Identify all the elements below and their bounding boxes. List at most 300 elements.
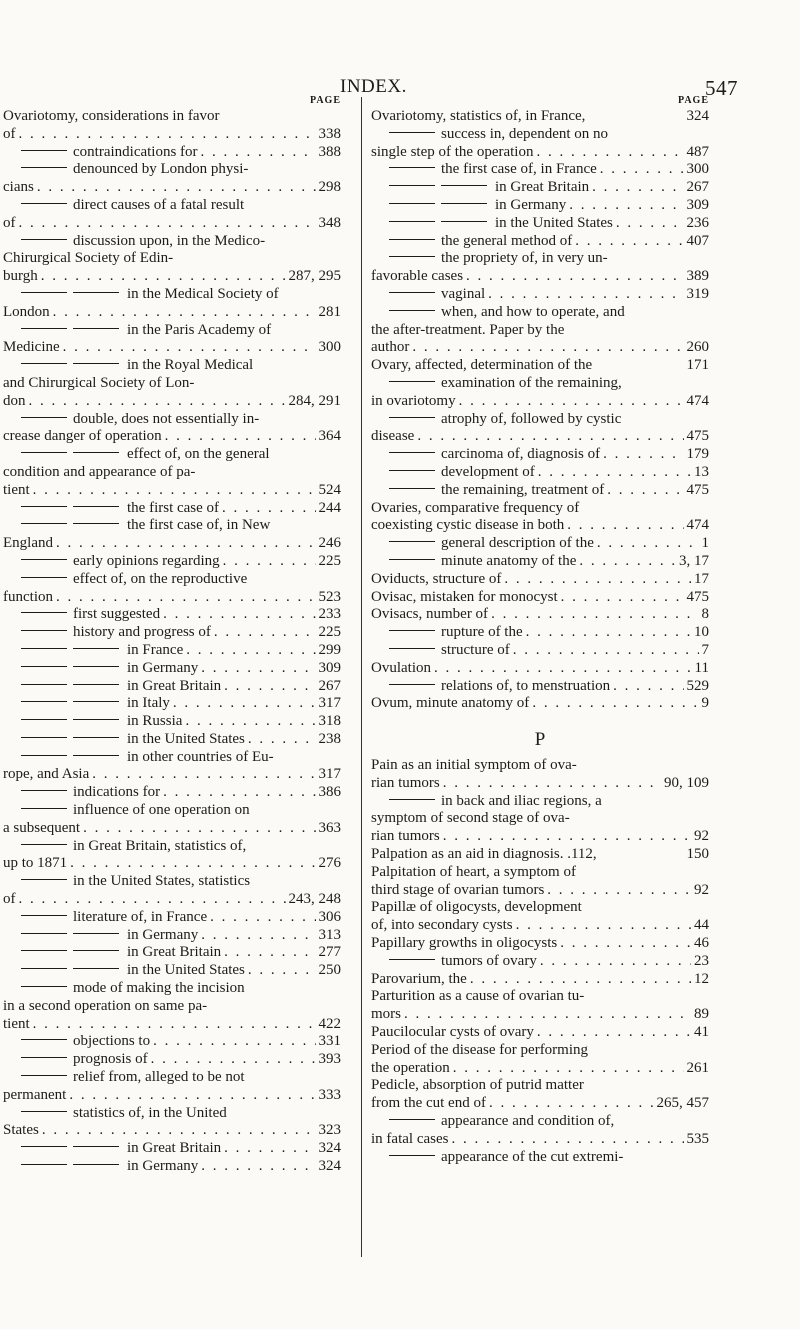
entry-text: condition and appearance of pa- bbox=[3, 463, 196, 480]
entry-text: Papillæ of oligocysts, development bbox=[371, 899, 582, 916]
index-entry-line bbox=[371, 606, 709, 624]
index-entry-line bbox=[371, 108, 709, 126]
ditto-rule bbox=[389, 132, 435, 133]
index-entry-line bbox=[371, 144, 709, 162]
entry-text: in the Medical Society of bbox=[127, 285, 279, 302]
entry-page-number: 319 bbox=[686, 285, 709, 302]
index-entry-line bbox=[3, 571, 341, 589]
ditto-rule bbox=[73, 1146, 119, 1147]
entry-page-number: 89 bbox=[694, 1006, 709, 1023]
entry-page-number: 10 bbox=[694, 624, 709, 641]
entry-text: in a second operation on same pa- bbox=[3, 997, 208, 1014]
entry-page-number: 92 bbox=[694, 881, 709, 898]
running-head-title: INDEX. bbox=[340, 76, 407, 97]
index-entry-line bbox=[371, 446, 709, 464]
dot-leader bbox=[616, 215, 684, 233]
entry-page-number: 407 bbox=[686, 232, 709, 249]
index-entry-line bbox=[3, 268, 341, 286]
index-entry-line bbox=[371, 393, 709, 411]
ditto-rule bbox=[389, 417, 435, 418]
ditto-rule bbox=[389, 185, 435, 186]
ditto-rule bbox=[73, 737, 119, 738]
entry-page-number: 267 bbox=[318, 677, 341, 694]
dot-leader bbox=[466, 268, 683, 286]
entry-text: atrophy of, followed by cystic bbox=[441, 410, 622, 427]
index-entry-line bbox=[3, 606, 341, 624]
dot-leader bbox=[83, 820, 315, 838]
entry-text: Period of the disease for performing bbox=[371, 1041, 589, 1058]
index-entry-line bbox=[371, 793, 709, 811]
dot-leader bbox=[41, 268, 286, 286]
index-entry-line bbox=[371, 1113, 709, 1131]
entry-text: early opinions regarding bbox=[73, 552, 220, 569]
entry-page-number: 233 bbox=[318, 606, 341, 623]
index-entry-line bbox=[371, 304, 709, 322]
entry-page-number: 8 bbox=[701, 606, 709, 623]
ditto-rule bbox=[73, 452, 119, 453]
entry-text: rope, and Asia bbox=[3, 766, 90, 783]
dot-leader bbox=[19, 215, 316, 233]
entry-text: literature of, in France bbox=[73, 908, 208, 925]
ditto-rule bbox=[21, 915, 67, 916]
entry-text: statistics of, in the United bbox=[73, 1104, 227, 1121]
index-entry-line bbox=[371, 517, 709, 535]
dot-leader bbox=[592, 179, 683, 197]
entry-text: in Germany bbox=[127, 659, 199, 676]
entry-page-number: 317 bbox=[318, 766, 341, 783]
index-entry-line bbox=[3, 144, 341, 162]
entry-text: rian tumors bbox=[371, 774, 440, 791]
index-entry-line bbox=[371, 1060, 709, 1078]
index-entry-line bbox=[3, 927, 341, 945]
dot-leader bbox=[547, 882, 691, 900]
index-entry-line bbox=[371, 988, 709, 1006]
dot-leader bbox=[201, 660, 315, 678]
index-entry-line bbox=[371, 642, 709, 660]
dot-leader bbox=[491, 606, 698, 624]
index-entry-line bbox=[3, 1122, 341, 1140]
entry-text: of, into secondary cysts bbox=[371, 917, 513, 934]
entry-page-number: 23 bbox=[694, 952, 709, 969]
entry-page-number: 348 bbox=[318, 214, 341, 231]
entry-text: the after-treatment. Paper by the bbox=[371, 321, 565, 338]
entry-text: Medicine bbox=[3, 339, 60, 356]
entry-text: in the Paris Academy of bbox=[127, 321, 272, 338]
ditto-rule bbox=[389, 203, 435, 204]
ditto-rule bbox=[389, 959, 435, 960]
ditto-rule bbox=[389, 256, 435, 257]
ditto-rule bbox=[21, 950, 67, 951]
entry-text: Ovisacs, number of bbox=[371, 606, 489, 623]
entry-text: carcinoma of, diagnosis of bbox=[441, 446, 601, 463]
entry-page-number: 318 bbox=[318, 713, 341, 730]
entry-page-number: 13 bbox=[694, 463, 709, 480]
index-entry-line bbox=[371, 775, 709, 793]
entry-text: cians bbox=[3, 179, 34, 196]
entry-text: in Great Britain bbox=[495, 179, 590, 196]
entry-text: first suggested bbox=[73, 606, 161, 623]
entry-text: in the United States bbox=[127, 730, 245, 747]
ditto-rule bbox=[21, 630, 67, 631]
index-entry-line bbox=[371, 322, 709, 340]
dot-leader bbox=[56, 535, 316, 553]
dot-leader bbox=[453, 1060, 684, 1078]
entry-text: contraindications for bbox=[73, 143, 198, 160]
index-entry-line bbox=[3, 1105, 341, 1123]
ditto-rule bbox=[389, 292, 435, 293]
entry-page-number: 250 bbox=[318, 962, 341, 979]
dot-leader bbox=[560, 935, 691, 953]
index-entry-line bbox=[371, 250, 709, 268]
index-entry-line bbox=[371, 971, 709, 989]
index-entry-line bbox=[3, 589, 341, 607]
dot-leader bbox=[223, 553, 316, 571]
entry-page-number: 225 bbox=[318, 624, 341, 641]
dot-leader bbox=[163, 784, 315, 802]
entry-text: Oviducts, structure of bbox=[371, 570, 502, 587]
entry-page-number: 313 bbox=[318, 926, 341, 943]
index-entry-line bbox=[371, 624, 709, 642]
dot-leader bbox=[19, 126, 316, 144]
entry-text: the first case of, in France bbox=[441, 161, 597, 178]
entry-page-number: 12 bbox=[694, 970, 709, 987]
ditto-rule bbox=[21, 684, 67, 685]
index-entry-line bbox=[3, 766, 341, 784]
entry-text: the first case of bbox=[127, 499, 220, 516]
ditto-rule bbox=[21, 612, 67, 613]
entry-page-number: 317 bbox=[318, 695, 341, 712]
index-entry-line bbox=[371, 846, 709, 864]
index-entry-line bbox=[3, 1069, 341, 1087]
entry-text: objections to bbox=[73, 1033, 151, 1050]
entry-text: appearance of the cut extremi- bbox=[441, 1148, 624, 1165]
ditto-rule bbox=[21, 523, 67, 524]
index-entry-line bbox=[371, 161, 709, 179]
entry-text: in the Royal Medical bbox=[127, 357, 254, 374]
ditto-rule bbox=[21, 1075, 67, 1076]
ditto-rule bbox=[21, 1146, 67, 1147]
index-entry-line bbox=[371, 935, 709, 953]
ditto-rule bbox=[389, 1155, 435, 1156]
ditto-rule bbox=[21, 1039, 67, 1040]
entry-page-number: 363 bbox=[318, 819, 341, 836]
entry-page-number: 171 bbox=[686, 357, 709, 374]
ditto-rule bbox=[21, 737, 67, 738]
index-entry-line bbox=[3, 678, 341, 696]
entry-text: the remaining, treatment of bbox=[441, 481, 605, 498]
entry-text: relations of, to menstruation bbox=[441, 677, 611, 694]
ditto-rule bbox=[21, 239, 67, 240]
entry-page-number: 179 bbox=[686, 446, 709, 463]
ditto-rule bbox=[73, 933, 119, 934]
entry-text: relief from, alleged to be not bbox=[73, 1069, 245, 1086]
ditto-rule bbox=[389, 239, 435, 240]
entry-page-number: 244 bbox=[318, 499, 341, 516]
index-entry-line bbox=[371, 553, 709, 571]
right-column-page-header: PAGE bbox=[677, 95, 709, 106]
dot-leader bbox=[567, 517, 683, 535]
ditto-rule bbox=[73, 968, 119, 969]
dot-leader bbox=[248, 731, 316, 749]
index-entry-line bbox=[371, 411, 709, 429]
ditto-rule bbox=[73, 292, 119, 293]
index-entry-line bbox=[3, 1087, 341, 1105]
entry-page-number: 298 bbox=[318, 179, 341, 196]
index-entry-line bbox=[3, 624, 341, 642]
dot-leader bbox=[516, 917, 691, 935]
ditto-rule bbox=[389, 381, 435, 382]
dot-leader bbox=[201, 1158, 315, 1176]
dot-leader bbox=[56, 589, 316, 607]
index-entry-line bbox=[3, 233, 341, 251]
entry-text: in the United States, statistics bbox=[73, 873, 251, 890]
entry-text: Papillary growths in oligocysts bbox=[371, 935, 558, 952]
index-entry-line bbox=[3, 375, 341, 393]
entry-page-number: 46 bbox=[694, 935, 709, 952]
index-entry-line bbox=[371, 899, 709, 917]
entry-text: rian tumors bbox=[371, 828, 440, 845]
dot-leader bbox=[603, 446, 683, 464]
index-entry-line bbox=[371, 126, 709, 144]
column-divider bbox=[361, 97, 362, 1257]
entry-text: in the United States bbox=[127, 962, 245, 979]
dot-leader bbox=[214, 624, 316, 642]
dot-leader bbox=[538, 464, 691, 482]
index-entry-line bbox=[3, 1051, 341, 1069]
entry-page-number: 529 bbox=[686, 677, 709, 694]
ditto-rule bbox=[389, 470, 435, 471]
entry-text: in Great Britain, statistics of, bbox=[73, 837, 247, 854]
section-letter-heading: P bbox=[534, 729, 546, 751]
index-entry-line bbox=[3, 1016, 341, 1034]
index-entry-line bbox=[3, 660, 341, 678]
index-entry-line bbox=[371, 215, 709, 233]
entry-text: indications for bbox=[73, 784, 161, 801]
entry-page-number: 41 bbox=[694, 1024, 709, 1041]
dot-leader bbox=[470, 971, 691, 989]
entry-text: in Great Britain bbox=[127, 677, 222, 694]
dot-leader bbox=[151, 1051, 316, 1069]
dot-leader bbox=[504, 571, 691, 589]
index-entry-line bbox=[3, 713, 341, 731]
entry-page-number: 90, 109 bbox=[664, 774, 709, 791]
ditto-rule bbox=[73, 523, 119, 524]
dot-leader bbox=[33, 1016, 316, 1034]
index-entry-line bbox=[371, 286, 709, 304]
dot-leader bbox=[210, 909, 315, 927]
dot-leader bbox=[185, 713, 315, 731]
dot-leader bbox=[561, 589, 684, 607]
index-entry-line bbox=[3, 695, 341, 713]
index-entry-line bbox=[371, 357, 709, 375]
ditto-rule bbox=[389, 559, 435, 560]
ditto-rule bbox=[21, 719, 67, 720]
index-entry-line bbox=[3, 1140, 341, 1158]
dot-leader bbox=[224, 1140, 315, 1158]
entry-page-number: 277 bbox=[318, 944, 341, 961]
entry-text: London bbox=[3, 303, 50, 320]
index-entry-line bbox=[3, 980, 341, 998]
entry-text: direct causes of a fatal result bbox=[73, 196, 245, 213]
index-entry-line bbox=[371, 233, 709, 251]
entry-text: burgh bbox=[3, 268, 38, 285]
ditto-rule bbox=[21, 203, 67, 204]
index-entry-line bbox=[3, 428, 341, 446]
right-entry-list-p bbox=[371, 757, 709, 1166]
entry-page-number: 150 bbox=[686, 846, 709, 863]
dot-leader bbox=[613, 678, 683, 696]
entry-text: in fatal cases bbox=[371, 1130, 449, 1147]
dot-leader bbox=[63, 339, 316, 357]
entry-text: Ovaries, comparative frequency of bbox=[371, 499, 580, 516]
right-entry-list bbox=[371, 108, 709, 713]
entry-text: symptom of second stage of ova- bbox=[371, 810, 570, 827]
index-entry-line bbox=[3, 446, 341, 464]
dot-leader bbox=[37, 179, 316, 197]
entry-text: the operation bbox=[371, 1059, 450, 1076]
ditto-rule bbox=[73, 328, 119, 329]
entry-text: from the cut end of bbox=[371, 1095, 486, 1112]
ditto-rule bbox=[21, 666, 67, 667]
ditto-rule bbox=[441, 221, 487, 222]
running-head bbox=[0, 40, 800, 100]
entry-text: Pedicle, absorption of putrid matter bbox=[371, 1077, 584, 1094]
ditto-rule bbox=[73, 684, 119, 685]
entry-text: in Germany bbox=[495, 196, 567, 213]
dot-leader bbox=[451, 1131, 683, 1149]
dot-leader bbox=[488, 286, 683, 304]
entry-text: coexisting cystic disease in both bbox=[371, 517, 565, 534]
ditto-rule bbox=[73, 666, 119, 667]
entry-text: rupture of the bbox=[441, 624, 523, 641]
index-entry-line bbox=[371, 1077, 709, 1095]
entry-page-number: 333 bbox=[318, 1086, 341, 1103]
entry-text: history and progress of bbox=[73, 624, 211, 641]
entry-page-number: 389 bbox=[686, 268, 709, 285]
dot-leader bbox=[224, 944, 315, 962]
ditto-rule bbox=[21, 790, 67, 791]
ditto-rule bbox=[21, 755, 67, 756]
entry-page-number: 324 bbox=[318, 1140, 341, 1157]
entry-page-number: 261 bbox=[686, 1059, 709, 1076]
entry-text: effect of, on the reproductive bbox=[73, 570, 248, 587]
ditto-rule bbox=[21, 968, 67, 969]
ditto-rule bbox=[389, 630, 435, 631]
index-entry-line bbox=[3, 642, 341, 660]
index-entry-line bbox=[371, 500, 709, 518]
index-entry-line bbox=[3, 304, 341, 322]
index-entry-line bbox=[3, 838, 341, 856]
entry-text: single step of the operation bbox=[371, 143, 534, 160]
index-entry-line bbox=[3, 393, 341, 411]
ditto-rule bbox=[389, 799, 435, 800]
ditto-rule bbox=[21, 701, 67, 702]
dot-leader bbox=[70, 855, 315, 873]
dot-leader bbox=[532, 695, 698, 713]
entry-text: general description of the bbox=[441, 535, 594, 552]
dot-leader bbox=[443, 775, 661, 793]
entry-page-number: 474 bbox=[686, 392, 709, 409]
index-entry-line bbox=[371, 1131, 709, 1149]
entry-text: in France bbox=[127, 641, 184, 658]
entry-text: in back and iliac regions, a bbox=[441, 792, 602, 809]
index-entry-line bbox=[371, 678, 709, 696]
index-entry-line bbox=[371, 1149, 709, 1167]
dot-leader bbox=[201, 144, 316, 162]
ditto-rule bbox=[21, 1057, 67, 1058]
index-entry-line bbox=[3, 464, 341, 482]
ditto-rule bbox=[21, 559, 67, 560]
entry-text: Ovisac, mistaken for monocyst bbox=[371, 588, 558, 605]
index-entry-line bbox=[371, 268, 709, 286]
entry-text: Chirurgical Society of Edin- bbox=[3, 250, 174, 267]
dot-leader bbox=[536, 144, 683, 162]
entry-page-number: 300 bbox=[318, 339, 341, 356]
entry-text: in other countries of Eu- bbox=[127, 748, 274, 765]
dot-leader bbox=[153, 1033, 315, 1051]
index-entry-line bbox=[371, 953, 709, 971]
index-entry-line bbox=[371, 428, 709, 446]
entry-text: favorable cases bbox=[371, 268, 464, 285]
dot-leader bbox=[19, 891, 286, 909]
entry-text: in Great Britain bbox=[127, 944, 222, 961]
entry-page-number: 3, 17 bbox=[679, 552, 709, 569]
ditto-rule bbox=[21, 150, 67, 151]
entry-text: tient bbox=[3, 1015, 30, 1032]
index-entry-line bbox=[3, 161, 341, 179]
index-entry-line bbox=[3, 802, 341, 820]
entry-page-number: 17 bbox=[694, 570, 709, 587]
left-column-page-header: PAGE bbox=[309, 95, 341, 106]
entry-page-number: 324 bbox=[686, 108, 709, 124]
index-entry-line bbox=[3, 339, 341, 357]
dot-leader bbox=[69, 1087, 315, 1105]
index-entry-line bbox=[371, 535, 709, 553]
entry-text: Paucilocular cysts of ovary bbox=[371, 1024, 534, 1041]
dot-leader bbox=[248, 962, 316, 980]
entry-page-number: 276 bbox=[318, 855, 341, 872]
entry-text: Parovarium, the bbox=[371, 970, 467, 987]
entry-page-number: 7 bbox=[701, 641, 709, 658]
dot-leader bbox=[201, 927, 315, 945]
dot-leader bbox=[597, 535, 699, 553]
ditto-rule bbox=[389, 452, 435, 453]
ditto-rule bbox=[441, 203, 487, 204]
index-entry-line bbox=[3, 322, 341, 340]
index-entry-line bbox=[371, 917, 709, 935]
ditto-rule bbox=[389, 221, 435, 222]
entry-page-number: 324 bbox=[318, 1158, 341, 1175]
entry-page-number: 243, 248 bbox=[288, 891, 341, 908]
entry-text: success in, dependent on no bbox=[441, 125, 609, 142]
index-entry-line bbox=[3, 855, 341, 873]
entry-text: in ovariotomy bbox=[371, 392, 456, 409]
index-entry-line bbox=[371, 660, 709, 678]
index-entry-line bbox=[3, 517, 341, 535]
index-entry-line bbox=[3, 108, 341, 126]
ditto-rule bbox=[73, 719, 119, 720]
entry-text: denounced by London physi- bbox=[73, 161, 249, 178]
entry-text: in Italy bbox=[127, 695, 170, 712]
index-entry-line bbox=[371, 482, 709, 500]
entry-page-number: 267 bbox=[686, 179, 709, 196]
entry-text: the first case of, in New bbox=[127, 517, 271, 534]
ditto-rule bbox=[441, 185, 487, 186]
ditto-rule bbox=[73, 648, 119, 649]
entry-page-number: 388 bbox=[318, 143, 341, 160]
entry-text: a subsequent bbox=[3, 819, 81, 836]
entry-text: Ovulation bbox=[371, 659, 431, 676]
